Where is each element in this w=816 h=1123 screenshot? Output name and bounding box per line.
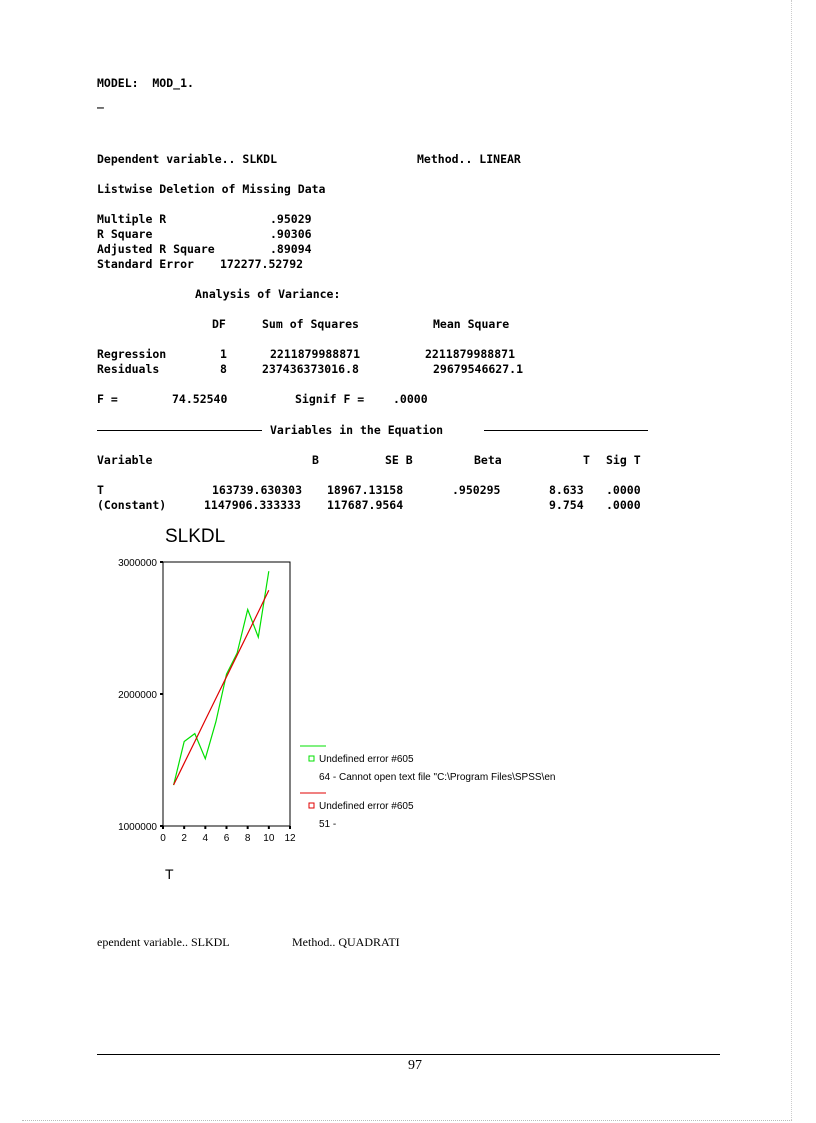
page-number: 97 (408, 1058, 422, 1073)
anova-row-ms: 29679546627.1 (433, 362, 524, 376)
equation-row-b: 163739.630303 (212, 483, 303, 497)
equation-header-t: T (583, 453, 590, 467)
anova-title: Analysis of Variance: (195, 287, 341, 301)
anova-row-df: 8 (220, 362, 227, 376)
legend-label: Undefined error #605 (319, 754, 414, 765)
chart (95, 550, 615, 890)
f-value: 74.52540 (172, 392, 228, 406)
signif-label: Signif F = (295, 392, 365, 406)
stat-label-standard-error: Standard Error (97, 257, 194, 271)
anova-header-ms: Mean Square (433, 317, 510, 331)
anova-row-label: Residuals (97, 362, 160, 376)
f-label: F = (97, 392, 118, 406)
legend-marker-icon (309, 803, 314, 808)
anova-row-ss: 2211879988871 (270, 347, 361, 361)
equation-header-variable: Variable (97, 453, 153, 467)
equation-header-beta: Beta (474, 453, 502, 467)
anova-header-ss: Sum of Squares (262, 317, 359, 331)
x-tick-label: 12 (284, 833, 296, 844)
anova-row-ms: 2211879988871 (425, 347, 516, 361)
equation-row-sig: .0000 (606, 483, 641, 497)
page-edge-bottom (22, 1120, 792, 1121)
signif-value: .0000 (393, 392, 428, 406)
plot-frame (163, 562, 290, 826)
equation-header-b: B (312, 453, 319, 467)
equation-row-variable: T (97, 483, 104, 497)
x-axis-label: T (165, 866, 174, 882)
chart-title: SLKDL (165, 526, 226, 547)
anova-row-df: 1 (220, 347, 227, 361)
equation-header-se-b: SE B (385, 453, 413, 467)
equation-row-beta: .950295 (452, 483, 501, 497)
legend-label-detail: 64 - Cannot open text file "C:\Program Files\SPSS\en (319, 772, 556, 783)
equation-header-sig-t: Sig T (606, 453, 641, 467)
cursor-marker: _ (97, 95, 104, 109)
page-edge-right (791, 0, 792, 1120)
x-tick-label: 8 (244, 833, 251, 844)
y-tick-label: 1000000 (118, 822, 157, 833)
equation-row-variable: (Constant) (97, 498, 167, 512)
x-tick-label: 0 (160, 833, 166, 844)
dependent-variable-quadratic: ependent variable.. SLKDL (97, 935, 230, 949)
legend-label-detail: 51 - (319, 819, 337, 830)
y-tick-label: 2000000 (118, 690, 157, 701)
x-tick-label: 10 (263, 833, 275, 844)
equation-row-t: 9.754 (549, 498, 584, 512)
method: Method.. LINEAR (417, 152, 521, 166)
legend-label: Undefined error #605 (319, 801, 414, 812)
stat-value-multiple-r: .95029 (270, 212, 312, 226)
equation-rule-right (484, 430, 648, 431)
x-tick-label: 2 (181, 833, 187, 844)
series-line-1 (174, 571, 269, 785)
listwise-deletion: Listwise Deletion of Missing Data (97, 182, 326, 196)
x-tick-label: 4 (202, 833, 209, 844)
equation-row-sig: .0000 (606, 498, 641, 512)
dependent-variable: Dependent variable.. SLKDL (97, 152, 278, 166)
equation-row-se: 117687.9564 (327, 498, 404, 512)
equation-title: Variables in the Equation (270, 423, 444, 437)
stat-value-adjusted-r-square: .89094 (270, 242, 312, 256)
equation-rule-left (97, 430, 262, 431)
legend-marker-icon (309, 756, 314, 761)
anova-row-ss: 237436373016.8 (262, 362, 359, 376)
stat-value-standard-error: 172277.52792 (220, 257, 304, 271)
stat-value-r-square: .90306 (270, 227, 312, 241)
equation-row-se: 18967.13158 (327, 483, 404, 497)
equation-row-t: 8.633 (549, 483, 584, 497)
stat-label-r-square: R Square (97, 227, 153, 241)
stat-label-adjusted-r-square: Adjusted R Square (97, 242, 215, 256)
anova-row-label: Regression (97, 347, 167, 361)
method-quadratic: Method.. QUADRATI (292, 935, 400, 949)
y-tick-label: 3000000 (118, 558, 157, 569)
x-tick-label: 6 (223, 833, 230, 844)
footer-rule (97, 1054, 720, 1055)
series-line-2 (174, 590, 269, 785)
stat-label-multiple-r: Multiple R (97, 212, 167, 226)
equation-row-b: 1147906.333333 (204, 498, 301, 512)
model-line: MODEL: MOD_1. (97, 76, 194, 90)
anova-header-df: DF (212, 317, 226, 331)
